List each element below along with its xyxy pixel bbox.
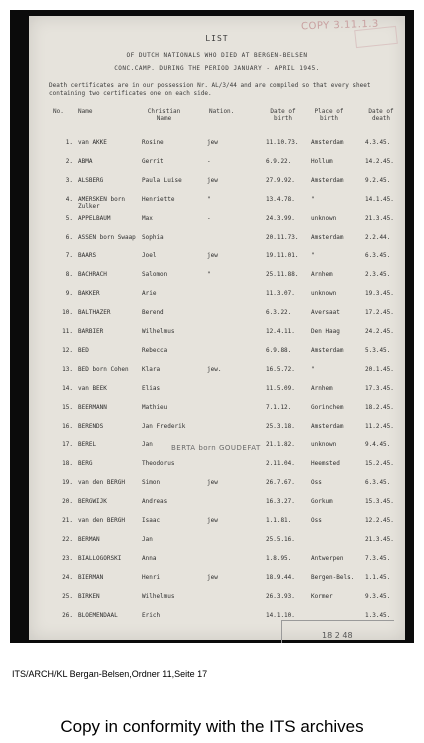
- archive-reference: ITS/ARCH/KL Bergan-Belsen,Ordner 11,Seite 17: [12, 669, 208, 679]
- col-name: Name: [78, 108, 93, 115]
- row-christian-name: Isaac: [142, 517, 161, 524]
- row-number: 18.: [62, 460, 73, 468]
- row-number: 22.: [62, 535, 73, 543]
- row-place-of-birth: Oss: [311, 479, 322, 487]
- row-surname: ASSEN born Swaap: [78, 233, 136, 241]
- row-date-of-birth: 18.9.44.: [266, 573, 295, 581]
- row-surname: BERGWIJK: [78, 498, 107, 506]
- col-nation: Nation.: [209, 108, 235, 115]
- row-place-of-birth: ": [311, 365, 315, 373]
- row-christian-name: Andreas: [142, 498, 168, 506]
- row-place-of-birth: Antwerpen: [311, 554, 344, 562]
- row-surname: van den BERGH: [78, 517, 125, 524]
- row-place-of-birth: Arnhem: [311, 384, 333, 392]
- row-nationality: jew.: [207, 365, 222, 373]
- row-date-of-birth: 12.4.11.: [266, 328, 295, 335]
- row-date-of-death: 9.2.45.: [365, 176, 391, 184]
- row-place-of-birth: Amsterdam: [311, 422, 344, 430]
- row-nationality: ": [207, 195, 211, 203]
- row-date-of-birth: 2.11.04.: [266, 460, 295, 468]
- row-date-of-death: 17.2.45.: [365, 309, 394, 317]
- row-number: 24.: [62, 573, 73, 581]
- row-number: 26.: [62, 611, 73, 619]
- row-date-of-birth: 16.5.72.: [266, 365, 295, 373]
- certificate-note: Death certificates are in our possession Nr. AL/3/44 and are compiled so that every sheet containing two certificates one on each side.: [49, 82, 371, 97]
- row-surname: BAKKER: [78, 290, 100, 298]
- row-place-of-birth: Oss: [311, 517, 322, 524]
- row-surname: BACHRACH: [78, 271, 107, 279]
- bottom-stamp-text: 18 2 48: [322, 631, 353, 640]
- row-date-of-death: 1.3.45.: [365, 611, 391, 619]
- row-date-of-death: 2.3.45.: [365, 271, 391, 279]
- row-date-of-birth: 24.3.99.: [266, 214, 295, 222]
- row-christian-name: Simon: [142, 479, 161, 487]
- row-date-of-death: 18.2.45.: [365, 403, 394, 411]
- row-date-of-birth: 6.9.88.: [266, 346, 292, 354]
- row-christian-name: Henri: [142, 573, 161, 581]
- row-place-of-birth: Arnhem: [311, 271, 333, 279]
- row-date-of-death: 14.2.45.: [365, 157, 394, 165]
- table-header: [29, 108, 405, 130]
- archive-stamp: COPY 3.11.1.3: [301, 18, 380, 33]
- row-place-of-birth: Amsterdam: [311, 346, 344, 354]
- row-number: 10.: [62, 309, 73, 317]
- row-surname: BARBIER: [78, 328, 104, 335]
- row-date-of-death: 17.3.45.: [365, 384, 394, 392]
- row-place-of-birth: Hollum: [311, 157, 333, 165]
- row-nationality: ": [207, 271, 211, 279]
- row-date-of-death: 4.3.45.: [365, 139, 391, 146]
- row-date-of-birth: 13.4.78.: [266, 195, 295, 203]
- row-date-of-death: 21.3.45.: [365, 214, 394, 222]
- row-date-of-death: 14.1.45.: [365, 195, 394, 203]
- row-date-of-birth: 11.10.73.: [266, 139, 299, 146]
- row-number: 7.: [65, 252, 73, 260]
- row-christian-name: Jan: [142, 535, 153, 543]
- col-no: No.: [53, 108, 64, 115]
- row-christian-name: Arie: [142, 290, 157, 298]
- row-nationality: jew: [207, 573, 218, 581]
- bottom-stamp: [281, 620, 394, 643]
- row-place-of-birth: Bergen-Bels.: [311, 573, 355, 581]
- row-place-of-birth: Amsterdam: [311, 233, 344, 241]
- row-christian-name: Jan: [142, 441, 153, 449]
- row-place-of-birth: ": [311, 252, 315, 260]
- document-title: LIST: [205, 34, 229, 43]
- row-nationality: jew: [207, 139, 218, 146]
- row-date-of-birth: 20.11.73.: [266, 233, 299, 241]
- row-surname: BAARS: [78, 252, 97, 260]
- row-date-of-birth: 19.11.01.: [266, 252, 299, 260]
- row-surname: BIERMAN: [78, 573, 104, 581]
- row-surname: BLOEMENDAAL: [78, 611, 118, 619]
- row-place-of-birth: unknown: [311, 290, 337, 298]
- row-date-of-birth: 26.7.67.: [266, 479, 295, 487]
- row-number: 8.: [65, 271, 73, 279]
- row-surname: van BEEK: [78, 384, 107, 392]
- row-date-of-death: 9.3.45.: [365, 592, 391, 600]
- row-date-of-birth: 1.1.81.: [266, 517, 292, 524]
- row-place-of-birth: unknown: [311, 441, 337, 449]
- row-number: 14.: [62, 384, 73, 392]
- row-date-of-birth: 11.3.07.: [266, 290, 295, 298]
- row-date-of-death: 7.3.45.: [365, 554, 391, 562]
- document-period: CONC.CAMP. DURING THE PERIOD JANUARY - APRIL 1945.: [114, 65, 320, 72]
- row-place-of-birth: Amsterdam: [311, 139, 344, 146]
- row-number: 15.: [62, 403, 73, 411]
- row-date-of-birth: 25.5.16.: [266, 535, 295, 543]
- row-date-of-birth: 6.9.22.: [266, 157, 292, 165]
- row-number: 4.: [65, 195, 73, 203]
- row-date-of-birth: 25.3.18.: [266, 422, 295, 430]
- row-surname: BED born Cohen: [78, 365, 129, 373]
- row-surname: AMERSKEN born Zulker: [78, 195, 125, 210]
- row-christian-name: Rebecca: [142, 346, 168, 354]
- row-surname: BERENDS: [78, 422, 104, 430]
- row-nationality: jew: [207, 252, 218, 260]
- row-date-of-death: 21.3.45.: [365, 535, 394, 543]
- row-date-of-birth: 6.3.22.: [266, 309, 292, 317]
- document-page: [29, 16, 405, 640]
- row-surname: BEERMANN: [78, 403, 107, 411]
- row-date-of-death: 19.3.45.: [365, 290, 394, 298]
- row-number: 23.: [62, 554, 73, 562]
- row-date-of-birth: 26.3.93.: [266, 592, 295, 600]
- row-place-of-birth: Gorkum: [311, 498, 333, 506]
- row-place-of-birth: Den Haag: [311, 328, 340, 335]
- row-surname: van AKKE: [78, 139, 107, 146]
- row-date-of-death: 15.3.45.: [365, 498, 394, 506]
- row-place-of-birth: Gorinchem: [311, 403, 344, 411]
- handwritten-annotation: BERTA born GOUDEFAT: [171, 444, 261, 452]
- col-place-of-birth: Place of birth: [314, 108, 344, 122]
- row-christian-name: Paula Luise: [142, 176, 182, 184]
- row-date-of-birth: 25.11.88.: [266, 271, 299, 279]
- row-christian-name: Wilhelmus: [142, 592, 175, 600]
- row-surname: BIRKEN: [78, 592, 100, 600]
- row-christian-name: Gerrit: [142, 157, 164, 165]
- row-date-of-birth: 21.1.82.: [266, 441, 295, 449]
- row-nationality: jew: [207, 176, 218, 184]
- row-christian-name: Elias: [142, 384, 161, 392]
- row-number: 2.: [65, 157, 73, 165]
- row-number: 21.: [62, 517, 73, 524]
- row-nationality: jew: [207, 517, 218, 524]
- row-surname: BIALLOGORSKI: [78, 554, 122, 562]
- row-place-of-birth: unknown: [311, 214, 337, 222]
- row-date-of-death: 6.3.45.: [365, 479, 391, 487]
- row-surname: BERG: [78, 460, 93, 468]
- row-surname: BALTHAZER: [78, 309, 111, 317]
- row-surname: van den BERGH: [78, 479, 125, 487]
- row-number: 25.: [62, 592, 73, 600]
- row-place-of-birth: Kormer: [311, 592, 333, 600]
- row-date-of-death: 5.3.45.: [365, 346, 391, 354]
- row-number: 9.: [65, 290, 73, 298]
- row-date-of-birth: 27.9.92.: [266, 176, 295, 184]
- row-christian-name: Salomon: [142, 271, 168, 279]
- row-surname: BERMAN: [78, 535, 100, 543]
- row-nationality: jew: [207, 479, 218, 487]
- row-christian-name: Henriette: [142, 195, 175, 203]
- row-christian-name: Max: [142, 214, 153, 222]
- row-christian-name: Rosine: [142, 139, 164, 146]
- row-christian-name: Mathieu: [142, 403, 168, 411]
- scan-frame: [10, 10, 414, 643]
- row-number: 5.: [65, 214, 73, 222]
- row-surname: BEREL: [78, 441, 97, 449]
- row-number: 1.: [65, 139, 73, 146]
- row-number: 11.: [62, 328, 73, 335]
- row-date-of-birth: 14.1.10.: [266, 611, 295, 619]
- row-date-of-birth: 1.8.95.: [266, 554, 292, 562]
- row-date-of-death: 24.2.45.: [365, 328, 394, 335]
- row-surname: APPELBAUM: [78, 214, 111, 222]
- row-surname: BED: [78, 346, 89, 354]
- document-subtitle: OF DUTCH NATIONALS WHO DIED AT BERGEN-BELSEN: [126, 52, 308, 59]
- row-date-of-death: 20.1.45.: [365, 365, 394, 373]
- row-christian-name: Anna: [142, 554, 157, 562]
- row-place-of-birth: Heemsted: [311, 460, 340, 468]
- row-christian-name: Joel: [142, 252, 157, 260]
- row-number: 6.: [65, 233, 73, 241]
- row-christian-name: Berend: [142, 309, 164, 317]
- row-place-of-birth: Amsterdam: [311, 176, 344, 184]
- row-nationality: -: [207, 157, 211, 165]
- archive-caption: Copy in conformity with the ITS archives: [60, 717, 364, 736]
- row-date-of-death: 2.2.44.: [365, 233, 391, 241]
- col-date-of-death: Date of death: [368, 108, 394, 122]
- row-number: 19.: [62, 479, 73, 487]
- row-christian-name: Theodorus: [142, 460, 175, 468]
- col-christian-name: Christian Name: [147, 108, 181, 122]
- row-christian-name: Sophia: [142, 233, 164, 241]
- row-date-of-death: 11.2.45.: [365, 422, 394, 430]
- row-number: 12.: [62, 346, 73, 354]
- row-date-of-death: 1.1.45.: [365, 573, 391, 581]
- row-date-of-death: 12.2.45.: [365, 517, 394, 524]
- row-date-of-death: 15.2.45.: [365, 460, 394, 468]
- row-christian-name: Wilhelmus: [142, 328, 175, 335]
- row-date-of-birth: 7.1.12.: [266, 403, 292, 411]
- row-number: 16.: [62, 422, 73, 430]
- row-christian-name: Erich: [142, 611, 161, 619]
- row-surname: ALSBERG: [78, 176, 104, 184]
- row-date-of-birth: 16.3.27.: [266, 498, 295, 506]
- col-date-of-birth: Date of birth: [270, 108, 296, 122]
- row-date-of-death: 6.3.45.: [365, 252, 391, 260]
- row-number: 17.: [62, 441, 73, 449]
- row-number: 3.: [65, 176, 73, 184]
- row-surname: ABMA: [78, 157, 93, 165]
- row-date-of-death: 9.4.45.: [365, 441, 391, 449]
- row-number: 20.: [62, 498, 73, 506]
- row-nationality: -: [207, 214, 211, 222]
- row-date-of-birth: 11.5.09.: [266, 384, 295, 392]
- row-place-of-birth: Aversaat: [311, 309, 340, 317]
- row-place-of-birth: ": [311, 195, 315, 203]
- row-number: 13.: [62, 365, 73, 373]
- row-christian-name: Jan Frederik: [142, 422, 186, 430]
- row-christian-name: Klara: [142, 365, 161, 373]
